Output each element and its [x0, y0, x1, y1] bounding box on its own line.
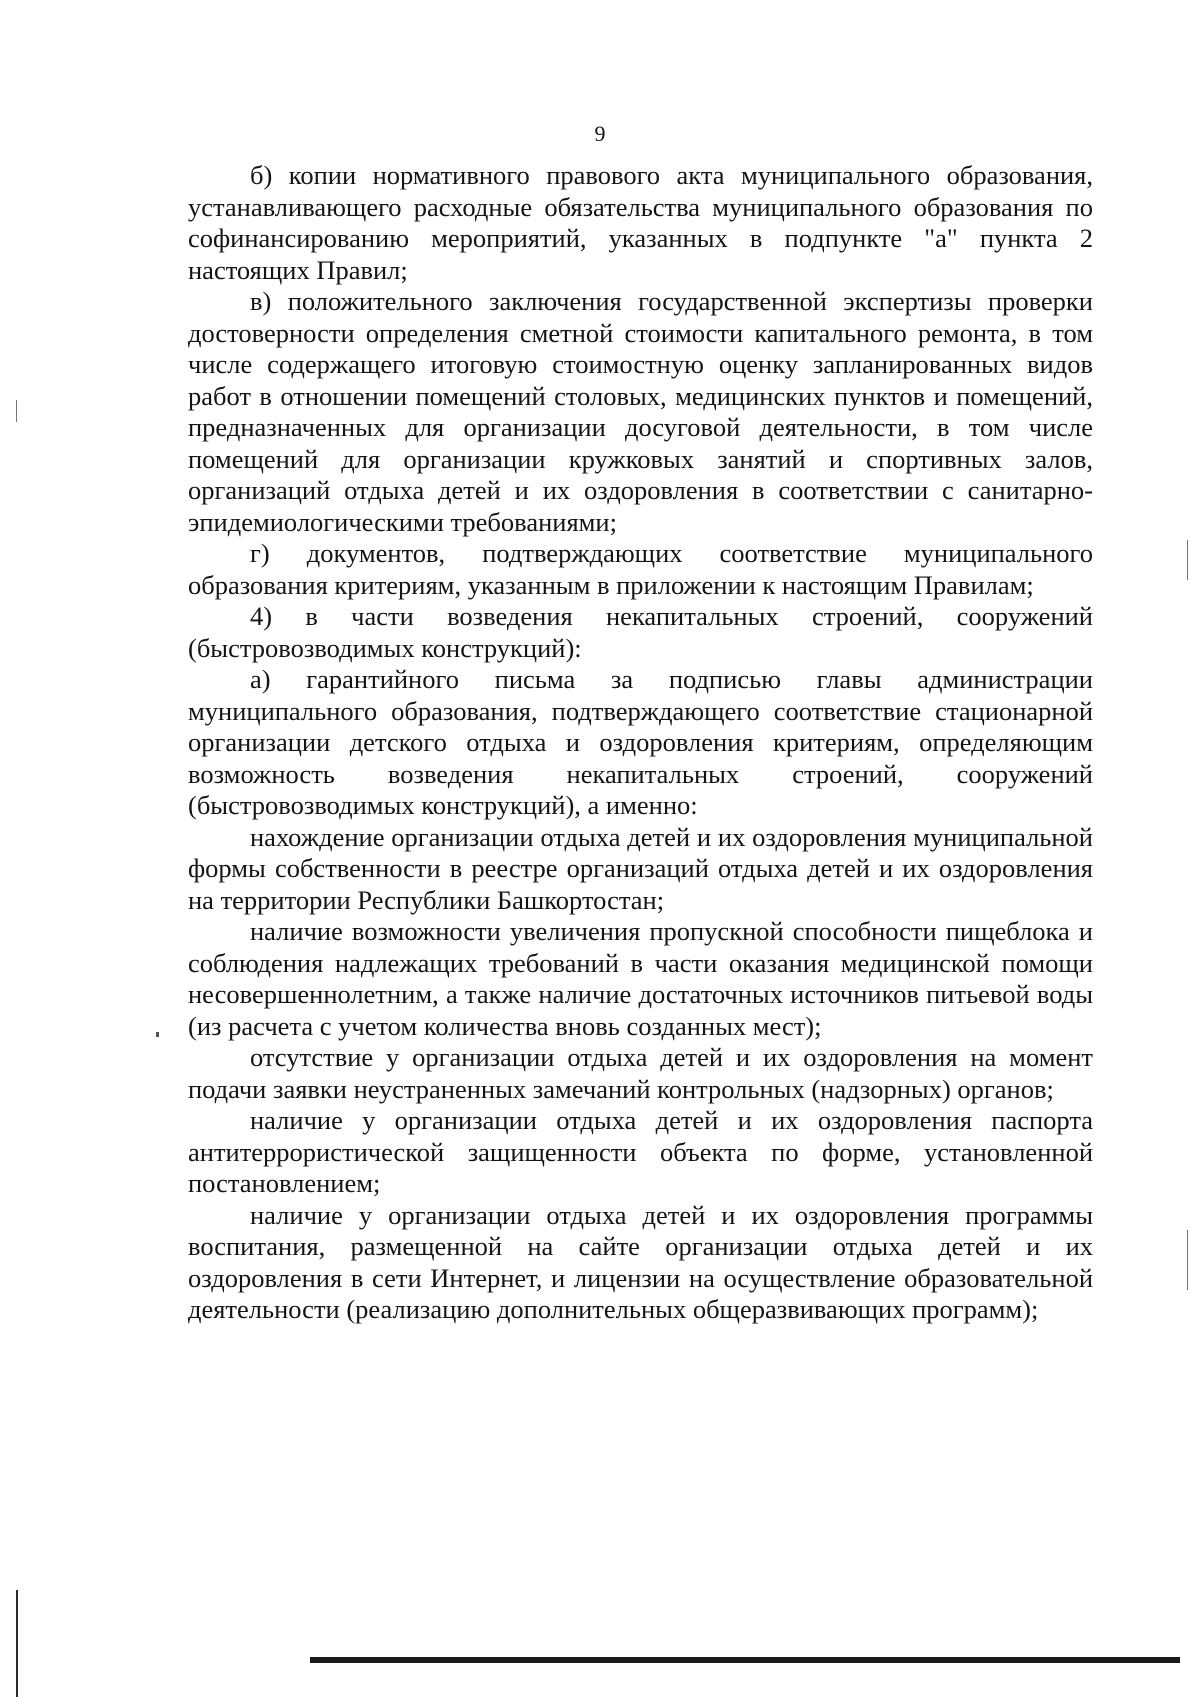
- criterion-education-program: наличие у организации отдыха детей и их оздоровления программы воспитания, размещенной на сайте организации отдыха детей и их оздоровления в сети Интернет, и лицензии на осуществление образовательной деятельности (реализацию дополнительных общеразвивающих программ);: [188, 1199, 1093, 1324]
- criterion-no-violations: отсутствие у организации отдыха детей и их оздоровления на момент подачи заявки неустраненных замечаний контрольных (надзорных) органов;: [188, 1042, 1093, 1104]
- criterion-security-passport: наличие у организации отдыха детей и их оздоровления паспорта антитеррористической защищенности объекта по форме, установленной постановлением;: [188, 1105, 1093, 1198]
- paragraph-v-expertise-conclusion: в) положительного заключения государственной экспертизы проверки достоверности определения сметной стоимости капитального ремонта, в том числе содержащего итоговую стоимостную оценку запланированных видов работ в отношении помещений столовых, медицинских пунктов и помещений, предназначенных для организации досуговой деятельности, в том числе помещений для организации кружковых занятий и спортивных залов, организаций отдыха детей и их оздоровления в соответствии с санитарно-эпидемиологическими требованиями;: [188, 286, 1093, 537]
- document-body: [188, 160, 1093, 1326]
- criterion-registry-presence: нахождение организации отдыха детей и их оздоровления муниципальной формы собственности в реестре организаций отдыха детей и их оздоровления на территории Республики Башкортостан;: [188, 821, 1093, 915]
- scan-artifact-left-mark: [16, 400, 17, 422]
- criterion-capacity-increase: наличие возможности увеличения пропускной способности пищеблока и соблюдения надлежащих требований в части оказания медицинской помощи несовершеннолетним, а также наличие достаточных источников питьевой воды (из расчета с учетом количества вновь созданных мест);: [188, 916, 1093, 1041]
- paragraph-4-non-capital-structures: 4) в части возведения некапитальных строений, сооружений (быстровозводимых конструкций):: [188, 601, 1093, 663]
- scan-artifact-right-mark: [1187, 540, 1188, 580]
- scan-artifact-bottom-edge: [310, 1657, 1180, 1663]
- scan-artifact-right-mark-lower: [1187, 1230, 1188, 1290]
- paragraph-a-guarantee-letter: а) гарантийного письма за подписью главы администрации муниципального образования, подтверждающего соответствие стационарной организации детского отдыха и оздоровления критериям, определяющим возможность возведения некапитальных строений, сооружений (быстровозводимых конструкций), а именно:: [188, 664, 1093, 820]
- scan-artifact-left-edge: [16, 1590, 18, 1697]
- paragraph-b-copies-of-act: б) копии нормативного правового акта муниципального образования, устанавливающего расходные обязательства муниципального образования по софинансированию мероприятий, указанных в подпункте "а" пункта 2 настоящих Правил;: [188, 160, 1093, 285]
- page-number: 9: [594, 121, 606, 146]
- scan-artifact-dot: [156, 1032, 159, 1037]
- paragraph-g-criteria-documents: г) документов, подтверждающих соответствие муниципального образования критериям, указанным в приложении к настоящим Правилам;: [188, 538, 1093, 600]
